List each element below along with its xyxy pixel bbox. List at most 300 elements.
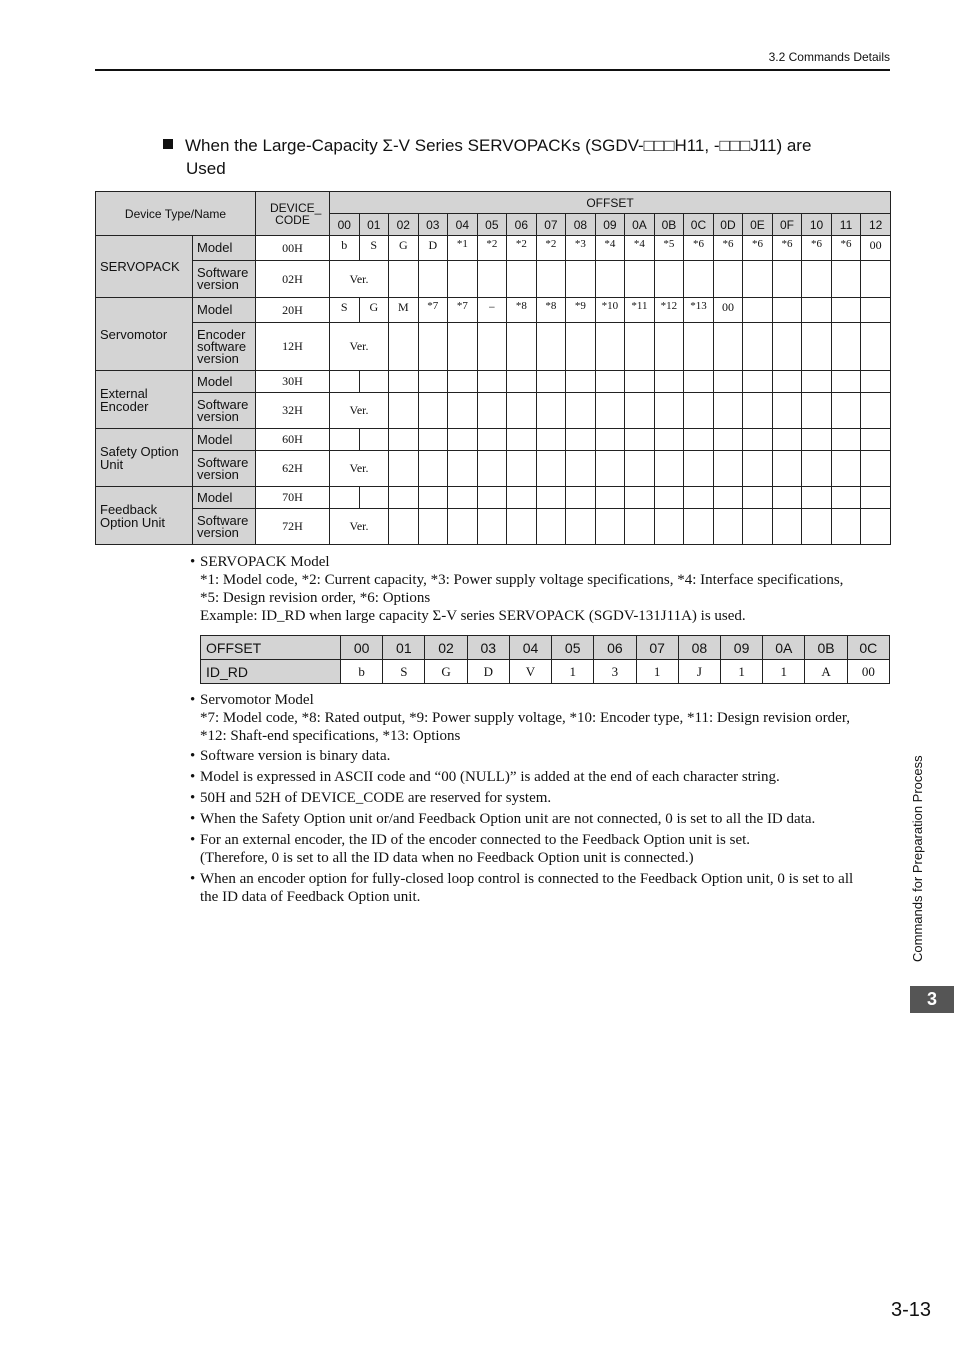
offset-value-cell — [448, 429, 478, 451]
offset-value-cell — [772, 487, 802, 509]
footnote-ref: *6 — [781, 238, 793, 250]
offset-value-cell — [684, 429, 714, 451]
empty-cell — [536, 261, 566, 298]
offset-label: OFFSET — [201, 636, 341, 660]
offset-value-cell — [448, 487, 478, 509]
offset-value-cell — [713, 236, 743, 261]
empty-cell — [654, 451, 684, 487]
note-line: • Model is expressed in ASCII code and “00 (NULL)” is added at the end of each character string. — [200, 769, 780, 785]
device-code: 60H — [256, 429, 330, 451]
offset-value-cell: − — [477, 298, 507, 323]
footnote-ref: *2 — [545, 238, 557, 250]
running-header: 3.2 Commands Details — [768, 50, 890, 64]
empty-cell — [831, 509, 861, 545]
offset-value-cell — [802, 236, 832, 261]
servopack-notes — [190, 553, 890, 625]
example-value-cell: D — [467, 660, 509, 684]
offset-value-cell — [713, 487, 743, 509]
note-line: the ID data of Feedback Option unit. — [200, 889, 421, 905]
empty-cell — [477, 261, 507, 298]
example-offset-cell: 03 — [467, 636, 509, 660]
offset-value-cell — [536, 487, 566, 509]
offset-header-cell: 10 — [802, 214, 832, 236]
offset-value-cell — [625, 371, 655, 393]
servomotor-note-line2: *12: Shaft-end specifications, *13: Options — [200, 728, 461, 744]
empty-cell — [625, 451, 655, 487]
offset-value-cell — [389, 371, 419, 393]
version-cell: Ver. — [330, 393, 389, 429]
offset-value-cell — [743, 371, 773, 393]
empty-cell — [389, 261, 419, 298]
list-item — [190, 553, 890, 625]
offset-value-cell — [684, 487, 714, 509]
empty-cell — [831, 451, 861, 487]
offset-value-cell: 00 — [861, 236, 891, 261]
offset-value-cell — [566, 487, 596, 509]
empty-cell — [684, 509, 714, 545]
servopack-note-line2: *5: Design revision order, *6: Options — [200, 590, 431, 606]
offset-value-cell — [595, 487, 625, 509]
offset-value-cell — [418, 429, 448, 451]
offset-header-cell: 08 — [566, 214, 596, 236]
empty-cell — [536, 451, 566, 487]
footnote-ref: *4 — [604, 238, 616, 250]
example-offset-cell: 07 — [636, 636, 678, 660]
offset-value-cell — [507, 236, 537, 261]
empty-cell — [448, 323, 478, 371]
device-type-name: Safety Option Unit — [96, 429, 193, 487]
note-line: • When the Safety Option unit or/and Feedback Option unit are not connected, 0 is set to all the ID data. — [200, 811, 816, 827]
offset-value-cell: b — [330, 236, 360, 261]
offset-value-cell — [330, 487, 360, 509]
note-line: • When an encoder option for fully-closed loop control is connected to the Feedback Option unit, 0 is set to all — [200, 871, 854, 887]
offset-header-cell: 07 — [536, 214, 566, 236]
device-type-name: External Encoder — [96, 371, 193, 429]
empty-cell — [477, 509, 507, 545]
offset-value-cell — [448, 236, 478, 261]
offset-value-cell — [772, 236, 802, 261]
offset-header-cell: 0E — [743, 214, 773, 236]
footnote-ref: *7 — [427, 300, 439, 312]
offset-value-cell — [566, 236, 596, 261]
empty-cell — [595, 509, 625, 545]
device-id-table — [95, 191, 891, 545]
empty-cell — [713, 393, 743, 429]
offset-value-cell — [654, 371, 684, 393]
example-offset-cell: 0C — [847, 636, 889, 660]
offset-value-cell — [595, 429, 625, 451]
empty-cell — [802, 509, 832, 545]
offset-value-cell — [802, 371, 832, 393]
device-code: 72H — [256, 509, 330, 545]
offset-value-cell — [359, 487, 389, 509]
empty-cell — [595, 261, 625, 298]
offset-value-cell — [418, 487, 448, 509]
footnote-ref: *6 — [751, 238, 763, 250]
empty-cell — [861, 323, 891, 371]
empty-cell — [743, 323, 773, 371]
row-kind: Software version — [193, 509, 256, 545]
empty-cell — [566, 509, 596, 545]
offset-value-cell — [536, 371, 566, 393]
note-line: • 50H and 52H of DEVICE_CODE are reserved for system. — [200, 790, 552, 806]
offset-value-cell — [477, 487, 507, 509]
offset-value-cell: G — [389, 236, 419, 261]
footnote-ref: *1 — [456, 238, 468, 250]
servopack-note-title: • SERVOPACK Model — [200, 554, 330, 570]
section-title-line2: Used — [186, 159, 226, 178]
note-line: • Software version is binary data. — [200, 748, 391, 764]
offset-header-cell: 06 — [507, 214, 537, 236]
footnote-ref: *6 — [692, 238, 704, 250]
device-code: 12H — [256, 323, 330, 371]
example-offset-cell: 0B — [805, 636, 847, 660]
offset-value-cell — [507, 298, 537, 323]
offset-value-cell — [566, 429, 596, 451]
list-item — [190, 789, 890, 807]
offset-value-cell — [507, 371, 537, 393]
example-value-cell: S — [383, 660, 425, 684]
footnote-ref: *4 — [633, 238, 645, 250]
empty-cell — [713, 451, 743, 487]
row-kind: Model — [193, 429, 256, 451]
example-idrd-table — [200, 635, 890, 684]
row-kind: Software version — [193, 393, 256, 429]
list-item — [190, 810, 890, 828]
empty-cell — [389, 451, 419, 487]
footnote-ref: *13 — [690, 300, 707, 312]
offset-value-cell — [831, 429, 861, 451]
empty-cell — [713, 323, 743, 371]
empty-cell — [507, 393, 537, 429]
example-offset-cell: 04 — [509, 636, 551, 660]
offset-header-cell: 12 — [861, 214, 891, 236]
empty-cell — [831, 393, 861, 429]
offset-value-cell — [861, 298, 891, 323]
device-type-name: SERVOPACK — [96, 236, 193, 298]
empty-cell — [772, 451, 802, 487]
empty-cell — [684, 323, 714, 371]
row-kind: Model — [193, 371, 256, 393]
offset-value-cell — [566, 371, 596, 393]
empty-cell — [448, 261, 478, 298]
offset-value-cell — [684, 236, 714, 261]
footnote-ref: *5 — [663, 238, 675, 250]
list-item — [190, 768, 890, 786]
example-value-cell: G — [425, 660, 467, 684]
example-value-cell: J — [678, 660, 720, 684]
empty-cell — [802, 451, 832, 487]
offset-value-cell — [625, 429, 655, 451]
footnote-ref: *11 — [631, 300, 648, 312]
empty-cell — [536, 509, 566, 545]
table-row — [96, 261, 891, 298]
table-row — [96, 509, 891, 545]
section-title-line1: When the Large-Capacity Σ-V Series SERVOPACKs (SGDV-□□□H11, -□□□J11) are — [185, 136, 812, 155]
device-code: 30H — [256, 371, 330, 393]
table-row — [96, 371, 891, 393]
example-offset-cell: 08 — [678, 636, 720, 660]
offset-header-cell: 0A — [625, 214, 655, 236]
header-rule — [95, 69, 890, 71]
offset-value-cell — [654, 429, 684, 451]
list-item — [190, 870, 890, 906]
servopack-note-example: Example: ID_RD when large capacity Σ-V series SERVOPACK (SGDV-131J11A) is used. — [200, 608, 746, 624]
offset-value-cell — [743, 236, 773, 261]
offset-value-cell — [713, 371, 743, 393]
empty-cell — [831, 323, 861, 371]
offset-value-cell — [831, 298, 861, 323]
example-value-cell: 1 — [763, 660, 805, 684]
offset-value-cell — [477, 236, 507, 261]
row-kind: Model — [193, 487, 256, 509]
empty-cell — [389, 393, 419, 429]
device-code: 02H — [256, 261, 330, 298]
offset-value-cell — [625, 487, 655, 509]
offset-value-cell — [861, 371, 891, 393]
empty-cell — [861, 393, 891, 429]
empty-cell — [684, 261, 714, 298]
section-title — [163, 134, 883, 180]
offset-header-cell: 04 — [448, 214, 478, 236]
empty-cell — [418, 451, 448, 487]
empty-cell — [448, 451, 478, 487]
offset-value-cell — [802, 429, 832, 451]
example-value-cell: 00 — [847, 660, 889, 684]
example-value-cell: 1 — [636, 660, 678, 684]
device-code: 70H — [256, 487, 330, 509]
offset-value-cell — [418, 298, 448, 323]
list-item — [190, 691, 890, 745]
empty-cell — [743, 261, 773, 298]
footnote-ref: *9 — [574, 300, 586, 312]
servomotor-note-title: • Servomotor Model — [200, 692, 314, 708]
offset-value-cell — [330, 371, 360, 393]
offset-value-cell — [772, 429, 802, 451]
offset-value-cell: S — [359, 236, 389, 261]
empty-cell — [713, 509, 743, 545]
example-offset-cell: 02 — [425, 636, 467, 660]
offset-header-cell: 09 — [595, 214, 625, 236]
row-kind: Software version — [193, 451, 256, 487]
example-offset-cell: 0A — [763, 636, 805, 660]
empty-cell — [861, 451, 891, 487]
empty-cell — [477, 451, 507, 487]
offset-value-cell — [772, 371, 802, 393]
version-cell: Ver. — [330, 261, 389, 298]
square-bullet-icon — [163, 139, 173, 149]
empty-cell — [566, 451, 596, 487]
offset-value-cell — [448, 298, 478, 323]
empty-cell — [595, 393, 625, 429]
header-device-code: DEVICE_ CODE — [256, 192, 330, 236]
example-offset-cell: 05 — [552, 636, 594, 660]
offset-value-cell — [831, 487, 861, 509]
offset-header-cell: 0F — [772, 214, 802, 236]
table-row — [96, 298, 891, 323]
empty-cell — [772, 261, 802, 298]
footnote-ref: *10 — [601, 300, 619, 312]
servomotor-note-line1: *7: Model code, *8: Rated output, *9: Power supply voltage, *10: Encoder type, *11: Design revision order, — [200, 710, 850, 726]
footnote-ref: *2 — [515, 238, 527, 250]
empty-cell — [861, 509, 891, 545]
version-cell: Ver. — [330, 509, 389, 545]
empty-cell — [654, 509, 684, 545]
empty-cell — [507, 509, 537, 545]
footnote-ref: *6 — [722, 238, 734, 250]
device-code: 62H — [256, 451, 330, 487]
row-kind: Software version — [193, 261, 256, 298]
example-offset-cell: 01 — [383, 636, 425, 660]
row-kind: Encoder software version — [193, 323, 256, 371]
empty-cell — [507, 261, 537, 298]
idrd-label: ID_RD — [201, 660, 341, 684]
footnote-ref: *6 — [840, 238, 852, 250]
offset-value-cell — [684, 371, 714, 393]
row-kind: Model — [193, 298, 256, 323]
offset-value-cell — [566, 298, 596, 323]
empty-cell — [448, 509, 478, 545]
offset-value-cell — [595, 298, 625, 323]
example-value-cell: 1 — [720, 660, 762, 684]
empty-cell — [743, 451, 773, 487]
footnote-ref: *6 — [811, 238, 822, 250]
offset-header-cell: 11 — [831, 214, 861, 236]
empty-cell — [566, 261, 596, 298]
empty-cell — [389, 323, 419, 371]
empty-cell — [861, 261, 891, 298]
table-row — [96, 429, 891, 451]
offset-header-cell: 05 — [477, 214, 507, 236]
version-cell: Ver. — [330, 323, 389, 371]
header-offset: OFFSET — [330, 192, 891, 214]
example-value-cell: 1 — [552, 660, 594, 684]
offset-value-cell — [802, 298, 832, 323]
empty-cell — [418, 393, 448, 429]
empty-cell — [625, 393, 655, 429]
example-value-cell: b — [341, 660, 383, 684]
empty-cell — [477, 323, 507, 371]
offset-value-cell — [713, 429, 743, 451]
empty-cell — [418, 261, 448, 298]
empty-cell — [772, 393, 802, 429]
offset-value-cell — [330, 429, 360, 451]
empty-cell — [831, 261, 861, 298]
example-offset-cell: 06 — [594, 636, 636, 660]
offset-header-cell: 01 — [359, 214, 389, 236]
empty-cell — [743, 509, 773, 545]
offset-value-cell — [389, 487, 419, 509]
table-row — [96, 487, 891, 509]
device-type-name: Feedback Option Unit — [96, 487, 193, 545]
offset-value-cell — [684, 298, 714, 323]
table-row — [96, 393, 891, 429]
example-offset-cell: 00 — [341, 636, 383, 660]
empty-cell — [654, 323, 684, 371]
empty-cell — [507, 451, 537, 487]
offset-value-cell: G — [359, 298, 389, 323]
empty-cell — [625, 323, 655, 371]
empty-cell — [684, 451, 714, 487]
offset-value-cell — [536, 429, 566, 451]
list-item — [190, 831, 890, 867]
offset-value-cell — [595, 236, 625, 261]
offset-value-cell: S — [330, 298, 360, 323]
offset-header-cell: 00 — [330, 214, 360, 236]
offset-value-cell — [448, 371, 478, 393]
offset-value-cell — [654, 236, 684, 261]
table-row — [96, 323, 891, 371]
chapter-tab: 3 — [910, 986, 954, 1013]
empty-cell — [418, 323, 448, 371]
header-device-type: Device Type/Name — [96, 192, 256, 236]
offset-value-cell — [654, 487, 684, 509]
device-type-name: Servomotor — [96, 298, 193, 371]
offset-value-cell: D — [418, 236, 448, 261]
offset-value-cell — [831, 371, 861, 393]
empty-cell — [625, 509, 655, 545]
offset-header-cell: 02 — [389, 214, 419, 236]
empty-cell — [654, 261, 684, 298]
offset-value-cell — [654, 298, 684, 323]
empty-cell — [743, 393, 773, 429]
offset-header-cell: 0B — [654, 214, 684, 236]
offset-value-cell — [625, 236, 655, 261]
empty-cell — [772, 509, 802, 545]
empty-cell — [654, 393, 684, 429]
note-line: • For an external encoder, the ID of the encoder connected to the Feedback Option unit is set. — [200, 832, 751, 848]
offset-value-cell — [418, 371, 448, 393]
example-value-cell: V — [509, 660, 551, 684]
empty-cell — [802, 393, 832, 429]
offset-header-cell: 03 — [418, 214, 448, 236]
empty-cell — [625, 261, 655, 298]
empty-cell — [566, 323, 596, 371]
general-notes — [190, 747, 890, 909]
offset-value-cell — [536, 236, 566, 261]
offset-value-cell — [625, 298, 655, 323]
empty-cell — [507, 323, 537, 371]
version-cell: Ver. — [330, 451, 389, 487]
footnote-ref: *8 — [515, 300, 527, 312]
footnote-ref: *7 — [456, 300, 468, 312]
offset-header-cell: 0C — [684, 214, 714, 236]
offset-value-cell — [359, 371, 389, 393]
offset-value-cell — [477, 371, 507, 393]
offset-value-cell — [772, 298, 802, 323]
table-row — [96, 451, 891, 487]
note-line: (Therefore, 0 is set to all the ID data when no Feedback Option unit is connected.) — [200, 850, 694, 866]
example-offset-cell: 09 — [720, 636, 762, 660]
offset-value-cell — [802, 487, 832, 509]
offset-value-cell — [507, 487, 537, 509]
empty-cell — [536, 323, 566, 371]
offset-value-cell — [389, 429, 419, 451]
empty-cell — [389, 509, 419, 545]
empty-cell — [713, 261, 743, 298]
row-kind: Model — [193, 236, 256, 261]
footnote-ref: *8 — [545, 300, 557, 312]
device-code: 20H — [256, 298, 330, 323]
page-number: 3-13 — [890, 1299, 931, 1321]
empty-cell — [772, 323, 802, 371]
offset-value-cell — [359, 429, 389, 451]
offset-value-cell — [743, 429, 773, 451]
empty-cell — [684, 393, 714, 429]
offset-value-cell — [507, 429, 537, 451]
footnote-ref: *2 — [486, 238, 498, 250]
offset-value-cell — [536, 298, 566, 323]
